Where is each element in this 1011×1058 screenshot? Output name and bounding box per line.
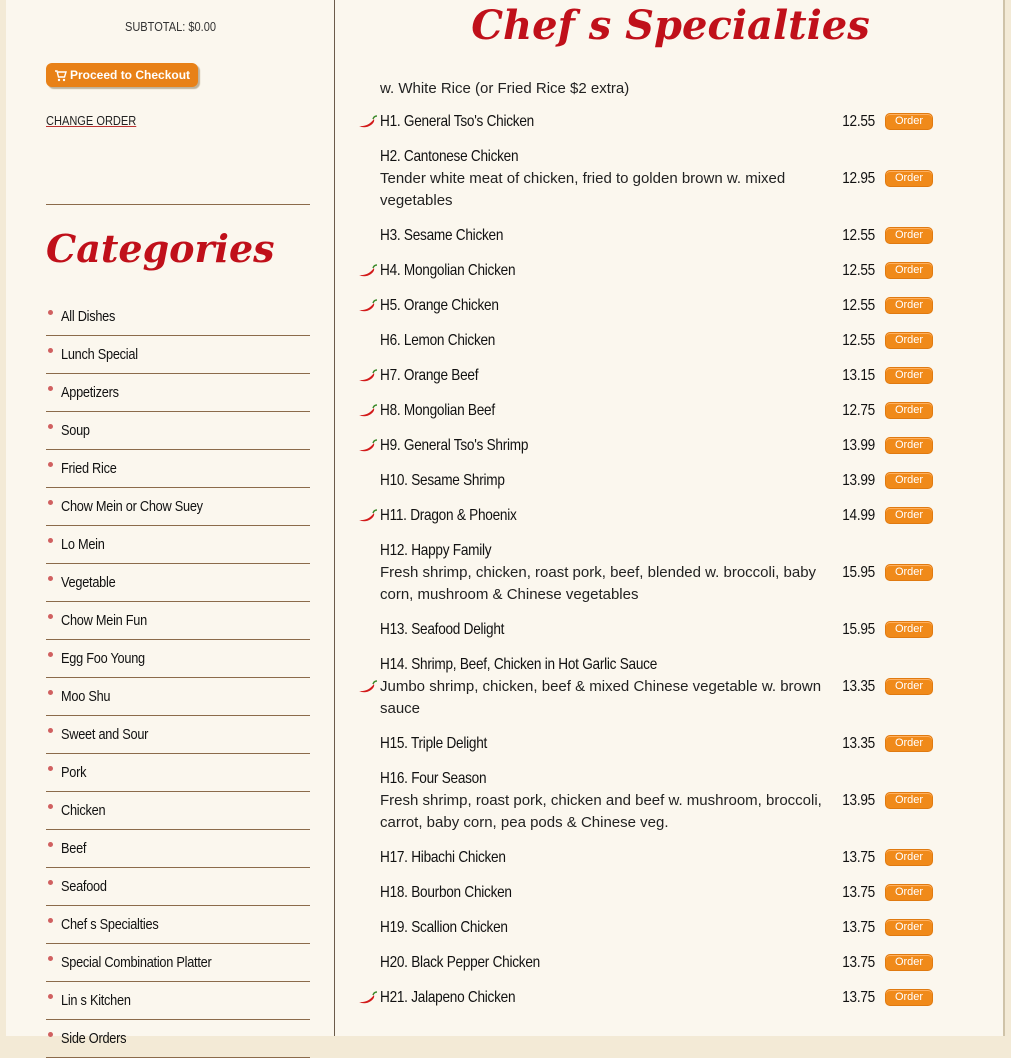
category-label: Fried Rice [61, 460, 117, 477]
category-label: Chicken [61, 802, 106, 819]
bullet-icon [48, 880, 53, 885]
item-name: H14. Shrimp, Beef, Chicken in Hot Garlic Sauce [380, 656, 658, 673]
category-item[interactable] [46, 640, 310, 678]
page-title: Chef s Specialties [471, 2, 870, 49]
item-price: 13.75 [842, 848, 875, 866]
menu-item [356, 533, 956, 612]
item-info [380, 653, 825, 720]
menu-item [356, 428, 956, 463]
order-button[interactable]: Order [885, 170, 933, 187]
item-price: 12.95 [842, 169, 875, 187]
item-price: 12.55 [842, 331, 875, 349]
category-label: Lo Mein [61, 536, 105, 553]
item-info [380, 986, 825, 1009]
category-item[interactable] [46, 944, 310, 982]
menu-item [356, 288, 956, 323]
no-icon-spacer [356, 622, 380, 638]
item-price: 13.15 [842, 366, 875, 384]
item-name: H21. Jalapeno Chicken [380, 989, 516, 1006]
item-description: Tender white meat of chicken, fried to golden brown w. mixed vegetables [380, 170, 786, 209]
item-info [380, 767, 825, 834]
bullet-icon [48, 804, 53, 809]
item-price: 12.55 [842, 226, 875, 244]
item-info [380, 294, 825, 317]
category-item[interactable] [46, 982, 310, 1020]
category-label: Sweet and Sour [61, 726, 149, 743]
menu-item [356, 393, 956, 428]
item-price: 13.99 [842, 436, 875, 454]
item-price: 12.55 [842, 112, 875, 130]
no-icon-spacer [356, 565, 380, 581]
category-item[interactable] [46, 450, 310, 488]
category-label: Lunch Special [61, 346, 138, 363]
menu-item [356, 463, 956, 498]
item-name: H13. Seafood Delight [380, 621, 505, 638]
item-price: 14.99 [842, 506, 875, 524]
item-price: 12.55 [842, 296, 875, 314]
item-info [380, 329, 825, 352]
page-frame [6, 0, 1005, 1047]
order-button[interactable]: Order [885, 678, 933, 695]
item-name: H2. Cantonese Chicken [380, 148, 519, 165]
category-item[interactable] [46, 602, 310, 640]
bullet-icon [48, 614, 53, 619]
order-button[interactable]: Order [885, 564, 933, 581]
proceed-to-checkout-button[interactable] [46, 63, 198, 87]
bullet-icon [48, 424, 53, 429]
item-info [380, 916, 825, 939]
item-price: 13.75 [842, 988, 875, 1006]
spicy-pepper-icon [356, 438, 380, 454]
category-label: Beef [61, 840, 87, 857]
item-price: 15.95 [842, 563, 875, 581]
spicy-pepper-icon [356, 508, 380, 524]
item-info [380, 364, 825, 387]
item-name: H10. Sesame Shrimp [380, 472, 505, 489]
cart-icon [54, 69, 67, 82]
item-name: H3. Sesame Chicken [380, 227, 504, 244]
menu-item [356, 910, 956, 945]
no-icon-spacer [356, 885, 380, 901]
category-item[interactable] [46, 488, 310, 526]
order-button[interactable]: Order [885, 792, 933, 809]
spicy-pepper-icon [356, 298, 380, 314]
spicy-pepper-icon [356, 679, 380, 695]
menu-list [356, 104, 956, 1015]
menu-item [356, 612, 956, 647]
category-item[interactable] [46, 374, 310, 412]
menu-item [356, 726, 956, 761]
bullet-icon [48, 1032, 53, 1037]
order-button[interactable]: Order [885, 472, 933, 489]
order-button[interactable]: Order [885, 367, 933, 384]
no-icon-spacer [356, 736, 380, 752]
rice-note: w. White Rice (or Fried Rice $2 extra) [380, 80, 630, 97]
order-button[interactable]: Order [885, 437, 933, 454]
item-name: H4. Mongolian Chicken [380, 262, 516, 279]
item-name: H15. Triple Delight [380, 735, 488, 752]
item-name: H11. Dragon & Phoenix [380, 507, 517, 524]
item-info [380, 469, 825, 492]
bullet-icon [48, 690, 53, 695]
item-info [380, 539, 825, 606]
bullet-icon [48, 576, 53, 581]
sidebar [6, 0, 335, 1047]
order-button[interactable]: Order [885, 954, 933, 971]
item-info [380, 259, 825, 282]
no-icon-spacer [356, 333, 380, 349]
category-label: Vegetable [61, 574, 116, 591]
bullet-icon [48, 956, 53, 961]
item-info [380, 951, 825, 974]
divider [46, 204, 310, 205]
item-info [380, 434, 825, 457]
item-description: Fresh shrimp, roast pork, chicken and beef w. mushroom, broccoli, carrot, baby corn, pea pods & Chinese veg. [380, 792, 822, 831]
item-info [380, 732, 825, 755]
category-item[interactable] [46, 564, 310, 602]
order-button[interactable]: Order [885, 849, 933, 866]
bullet-icon [48, 918, 53, 923]
bullet-icon [48, 386, 53, 391]
item-name: H8. Mongolian Beef [380, 402, 495, 419]
item-description: Jumbo shrimp, chicken, beef & mixed Chinese vegetable w. brown sauce [380, 678, 822, 717]
item-info [380, 224, 825, 247]
menu-item [356, 647, 956, 726]
no-icon-spacer [356, 473, 380, 489]
categories-heading: Categories [46, 226, 275, 271]
category-label: Egg Foo Young [61, 650, 145, 667]
category-label: Lin s Kitchen [61, 992, 131, 1009]
spicy-pepper-icon [356, 403, 380, 419]
menu-item [356, 840, 956, 875]
order-button[interactable]: Order [885, 621, 933, 638]
category-item[interactable] [46, 336, 310, 374]
menu-item [356, 498, 956, 533]
item-name: H5. Orange Chicken [380, 297, 499, 314]
category-item[interactable] [46, 906, 310, 944]
item-info [380, 399, 825, 422]
category-label: All Dishes [61, 308, 116, 325]
item-name: H7. Orange Beef [380, 367, 479, 384]
bullet-icon [48, 462, 53, 467]
bullet-icon [48, 842, 53, 847]
spicy-pepper-icon [356, 990, 380, 1006]
category-label: Pork [61, 764, 87, 781]
category-label: Special Combination Platter [61, 954, 212, 971]
item-name: H17. Hibachi Chicken [380, 849, 506, 866]
category-item[interactable] [46, 412, 310, 450]
no-icon-spacer [356, 793, 380, 809]
item-price: 13.95 [842, 791, 875, 809]
bullet-icon [48, 310, 53, 315]
menu-item [356, 139, 956, 218]
order-button[interactable]: Order [885, 227, 933, 244]
order-button[interactable]: Order [885, 735, 933, 752]
item-price: 12.55 [842, 261, 875, 279]
item-info [380, 145, 825, 212]
item-price: 13.75 [842, 918, 875, 936]
item-info [380, 618, 825, 641]
category-label: Moo Shu [61, 688, 111, 705]
no-icon-spacer [356, 850, 380, 866]
category-item[interactable] [46, 716, 310, 754]
item-price: 13.35 [842, 734, 875, 752]
item-info [380, 504, 825, 527]
no-icon-spacer [356, 228, 380, 244]
item-price: 13.75 [842, 953, 875, 971]
item-name: H6. Lemon Chicken [380, 332, 496, 349]
menu-item [356, 253, 956, 288]
category-item[interactable] [46, 526, 310, 564]
order-button[interactable]: Order [885, 919, 933, 936]
order-button[interactable]: Order [885, 297, 933, 314]
category-item[interactable] [46, 868, 310, 906]
category-label: Soup [61, 422, 90, 439]
item-info [380, 881, 825, 904]
order-button[interactable]: Order [885, 989, 933, 1006]
item-price: 13.75 [842, 883, 875, 901]
menu-item [356, 761, 956, 840]
item-description: Fresh shrimp, chicken, roast pork, beef, blended w. broccoli, baby corn, mushroom & Chinese vegetables [380, 564, 817, 603]
item-name: H12. Happy Family [380, 542, 492, 559]
category-label: Chow Mein or Chow Suey [61, 498, 203, 515]
no-icon-spacer [356, 920, 380, 936]
bullet-icon [48, 994, 53, 999]
order-button[interactable]: Order [885, 332, 933, 349]
category-label: Appetizers [61, 384, 119, 401]
menu-item [356, 875, 956, 910]
category-label: Side Orders [61, 1030, 127, 1047]
bullet-icon [48, 728, 53, 733]
category-item[interactable] [46, 298, 310, 336]
bullet-icon [48, 500, 53, 505]
menu-item [356, 945, 956, 980]
category-item[interactable] [46, 830, 310, 868]
checkout-label: Proceed to Checkout [70, 68, 191, 82]
category-item[interactable] [46, 792, 310, 830]
category-list [46, 298, 310, 1058]
change-order-link[interactable]: CHANGE ORDER [46, 113, 137, 128]
order-button[interactable]: Order [885, 507, 933, 524]
item-price: 13.99 [842, 471, 875, 489]
item-name: H9. General Tso's Shrimp [380, 437, 529, 454]
item-name: H16. Four Season [380, 770, 487, 787]
no-icon-spacer [356, 171, 380, 187]
item-info [380, 846, 825, 869]
category-item[interactable] [46, 754, 310, 792]
category-item[interactable] [46, 1020, 310, 1058]
spicy-pepper-icon [356, 263, 380, 279]
no-icon-spacer [356, 955, 380, 971]
spicy-pepper-icon [356, 368, 380, 384]
item-name: H19. Scallion Chicken [380, 919, 508, 936]
menu-item [356, 104, 956, 139]
item-name: H18. Bourbon Chicken [380, 884, 512, 901]
spicy-pepper-icon [356, 114, 380, 130]
item-price: 12.75 [842, 401, 875, 419]
item-price: 13.35 [842, 677, 875, 695]
order-button[interactable]: Order [885, 113, 933, 130]
bullet-icon [48, 348, 53, 353]
category-label: Chow Mein Fun [61, 612, 147, 629]
bullet-icon [48, 652, 53, 657]
order-button[interactable]: Order [885, 884, 933, 901]
menu-item [356, 358, 956, 393]
menu-item [356, 323, 956, 358]
bullet-icon [48, 766, 53, 771]
item-name: H20. Black Pepper Chicken [380, 954, 540, 971]
category-label: Chef s Specialties [61, 916, 159, 933]
order-button[interactable]: Order [885, 262, 933, 279]
menu-item [356, 218, 956, 253]
item-price: 15.95 [842, 620, 875, 638]
menu-item [356, 980, 956, 1015]
category-item[interactable] [46, 678, 310, 716]
subtotal: SUBTOTAL: $0.00 [124, 19, 217, 34]
item-name: H1. General Tso's Chicken [380, 113, 534, 130]
bullet-icon [48, 538, 53, 543]
order-button[interactable]: Order [885, 402, 933, 419]
category-label: Seafood [61, 878, 107, 895]
item-info [380, 110, 825, 133]
